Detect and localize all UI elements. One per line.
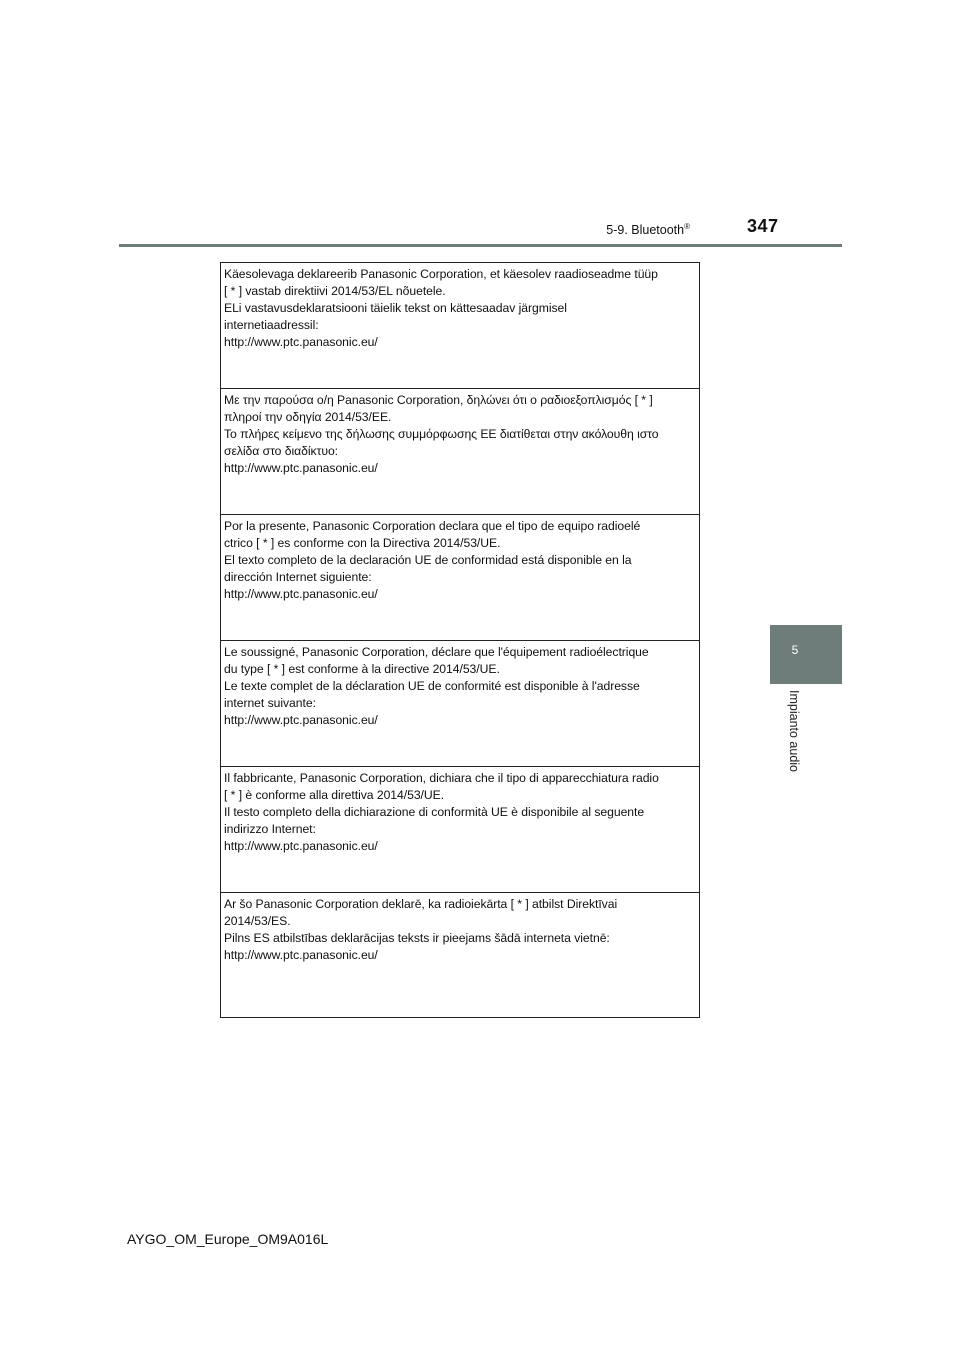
declaration-line: ctrico [ * ] es conforme con la Directiva 2014/53/UE.	[224, 536, 501, 550]
declaration-line: ELi vastavusdeklaratsiooni täielik tekst on kättesaadav järgmisel	[224, 301, 567, 315]
declaration-line: Käesolevaga deklareerib Panasonic Corporation, et käesolev raadioseadme tüüp	[224, 267, 658, 281]
declaration-line: Pilns ES atbilstības deklarācijas teksts ir pieejams šādā interneta vietnē:	[224, 931, 610, 945]
declaration-url: http://www.ptc.panasonic.eu/	[224, 335, 378, 349]
declaration-line: Le soussigné, Panasonic Corporation, déclare que l'équipement radioélectrique	[224, 645, 649, 659]
chapter-label: Impianto audio	[787, 690, 801, 773]
page-number: 347	[747, 216, 779, 236]
declaration-cell-greek	[221, 389, 699, 515]
declaration-url: http://www.ptc.panasonic.eu/	[224, 948, 378, 962]
declaration-url: http://www.ptc.panasonic.eu/	[224, 839, 378, 853]
declaration-line: indirizzo Internet:	[224, 822, 316, 836]
declaration-url: http://www.ptc.panasonic.eu/	[224, 713, 378, 727]
declaration-url: http://www.ptc.panasonic.eu/	[224, 461, 378, 475]
declaration-line: Με την παρούσα ο/η Panasonic Corporation, δηλώνει ότι ο ραδιοεξοπλισμός [ * ]	[224, 393, 653, 407]
declaration-line: Por la presente, Panasonic Corporation declara que el tipo de equipo radioelé	[224, 519, 641, 533]
declaration-cell-spanish	[221, 515, 699, 641]
section-title	[575, 222, 690, 237]
declaration-line: Το πλήρες κείμενο της δήλωσης συμμόρφωσης ΕΕ διατίθεται στην ακόλουθη ιστο	[224, 427, 659, 441]
header-rule	[119, 244, 842, 247]
declaration-url: http://www.ptc.panasonic.eu/	[224, 587, 378, 601]
declaration-line: [ * ] vastab direktiivi 2014/53/EL nõuetele.	[224, 284, 446, 298]
declaration-cell-italian	[221, 767, 699, 893]
declaration-line: internetiaadressil:	[224, 318, 319, 332]
declaration-cell-latvian	[221, 893, 699, 1019]
declaration-line: dirección Internet siguiente:	[224, 570, 372, 584]
declaration-line: πληροί την οδηγία 2014/53/ΕΕ.	[224, 410, 392, 424]
declaration-line: 2014/53/ES.	[224, 914, 291, 928]
declaration-line: du type [ * ] est conforme à la directive 2014/53/UE.	[224, 662, 500, 676]
registered-mark: ®	[684, 222, 690, 231]
chapter-tab-number: 5	[791, 643, 799, 657]
footer-document-code: AYGO_OM_Europe_OM9A016L	[127, 1231, 329, 1247]
section-title-text: 5-9. Bluetooth	[606, 223, 685, 238]
declaration-table	[220, 262, 700, 1018]
declaration-line: Il fabbricante, Panasonic Corporation, dichiara che il tipo di apparecchiatura radio	[224, 771, 659, 785]
declaration-line: Le texte complet de la déclaration UE de conformité est disponible à l'adresse	[224, 679, 640, 693]
declaration-line: [ * ] è conforme alla direttiva 2014/53/UE.	[224, 788, 445, 802]
declaration-line: Ar šo Panasonic Corporation deklarē, ka radioiekārta [ * ] atbilst Direktīvai	[224, 897, 618, 911]
declaration-cell-french	[221, 641, 699, 767]
declaration-line: El texto completo de la declaración UE de conformidad está disponible en la	[224, 553, 632, 567]
declaration-cell-estonian	[221, 263, 699, 389]
declaration-line: Il testo completo della dichiarazione di conformità UE è disponibile al seguente	[224, 805, 645, 819]
declaration-line: internet suivante:	[224, 696, 316, 710]
declaration-line: σελίδα στο διαδίκτυο:	[224, 444, 339, 458]
